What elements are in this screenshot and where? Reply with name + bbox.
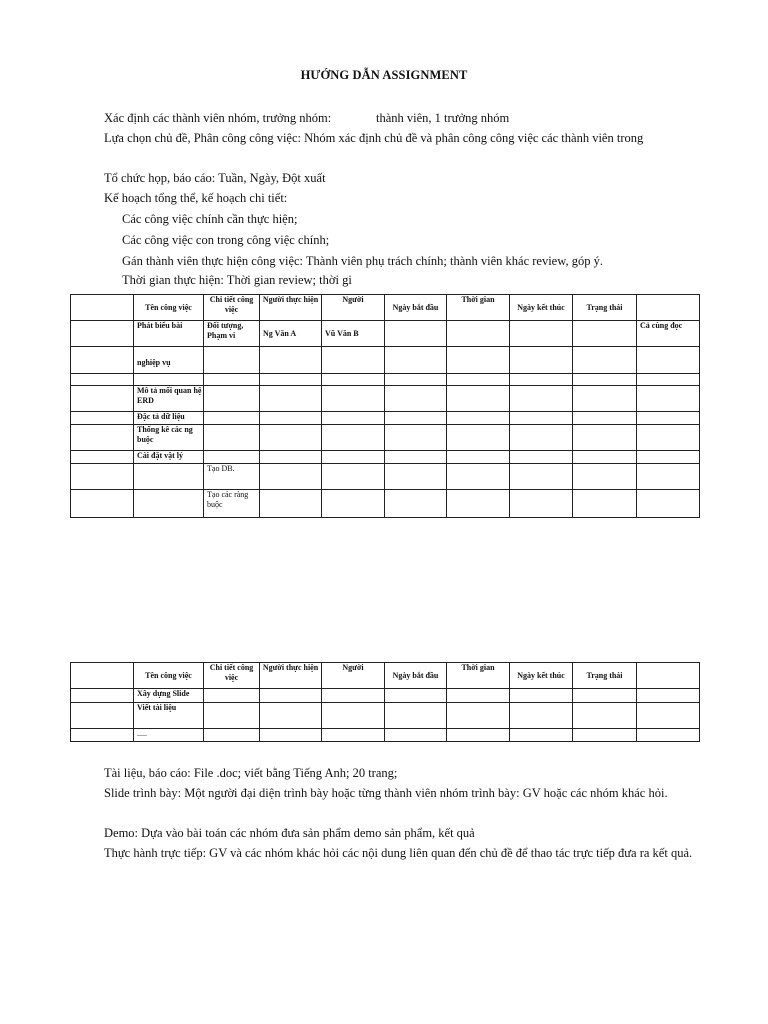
header-status: Trạng thái [573,663,637,689]
cell-detail: Tạo DB. [204,464,260,490]
outro-line-docs: Tài liệu, báo cáo: File .doc; viết bằng Tiếng Anh; 20 trang; [104,766,398,780]
header-assignee: Người thực hiện [260,295,322,321]
table-header-row [71,295,700,321]
cell-task: nghiệp vụ [134,347,204,374]
table-row [71,703,700,729]
header-start: Ngày bắt đầu [385,295,447,321]
table-row [71,490,700,518]
intro-line-main-tasks: Các công việc chính cần thực hiện; [122,212,298,226]
cell-assignee: Ng Văn A [260,321,322,347]
cell-task: Mô tả mối quan hệ ERD [134,386,204,412]
cell-detail: Tạo các ràng buộc [204,490,260,518]
outro-line-demo: Demo: Dựa vào bài toán các nhóm đưa sản phẩm demo sản phẩm, kết quả [104,826,475,840]
outro-line-practice: Thực hành trực tiếp: GV và các nhóm khác hỏi các nội dung liên quan đến chủ đề để thao tác trực tiếp đưa ra kết quả. [104,846,693,860]
header-status: Trạng thái [573,295,637,321]
cell-task: Thống kê các ng buộc [134,425,204,451]
intro-line-members: Xác định các thành viên nhóm, trưởng nhóm: [104,111,332,125]
intro-line-meeting: Tổ chức họp, báo cáo: Tuần, Ngày, Đột xuất [104,171,326,185]
intro-line-sub-tasks: Các công việc con trong công việc chính; [122,233,330,247]
intro-line-assign: Gán thành viên thực hiện công việc: Thành viên phụ trách chính; thành viên khác review, góp ý. [122,254,603,268]
table-row [71,386,700,412]
header-person: Người [322,663,385,689]
cell-note: Cả cùng đọc [637,321,700,347]
table-row [71,729,700,742]
cell-task: Phát biểu bài [134,321,204,347]
intro-line-plan: Kế hoạch tổng thể, kế hoạch chi tiết: [104,191,288,205]
header-task: Tên công việc [134,295,204,321]
table-row [71,374,700,386]
header-assignee: Người thực hiện [260,663,322,689]
task-table-1 [70,294,700,518]
table-row [71,412,700,425]
header-end: Ngày kết thúc [510,663,573,689]
header-cell-blank [71,295,134,321]
table-row [71,425,700,451]
cell-detail: Đối tượng, Phạm vi [204,321,260,347]
table-row [71,689,700,703]
header-detail: Chi tiết công việc [204,663,260,689]
intro-line-time: Thời gian thực hiện: Thời gian review; thời gi [122,273,352,287]
header-start: Ngày bắt đầu [385,663,447,689]
header-cell-blank [71,663,134,689]
cell-task: ..... [134,729,204,742]
task-table-2 [70,662,700,742]
page-title: HƯỚNG DẪN ASSIGNMENT [300,68,468,82]
header-task: Tên công việc [134,663,204,689]
intro-line-topic: Lựa chọn chủ đề, Phân công công việc: Nhóm xác định chủ đề và phân công công việc các thành viên trong [104,131,644,145]
cell-task: Đặc tả dữ liệu [134,412,204,425]
outro-line-slides: Slide trình bày: Một người đại diện trình bày hoặc từng thành viên nhóm trình bày: GV hoặc các nhóm khác hỏi. [104,786,668,800]
cell-task: Xây dựng Slide [134,689,204,703]
header-end: Ngày kết thúc [510,295,573,321]
header-detail: Chi tiết công việc [204,295,260,321]
table-row [71,321,700,347]
cell-person: Vũ Văn B [322,321,385,347]
table-header-row [71,663,700,689]
table-row [71,464,700,490]
header-cell-blank [637,663,700,689]
header-person: Người [322,295,385,321]
header-cell-blank [637,295,700,321]
header-time: Thời gian [447,295,510,321]
intro-line-members-count: thành viên, 1 trưởng nhóm [376,111,510,125]
cell-task: Viết tài liệu [134,703,204,729]
table-row [71,451,700,464]
cell-task: Cài đặt vật lý [134,451,204,464]
header-time: Thời gian [447,663,510,689]
table-row [71,347,700,374]
